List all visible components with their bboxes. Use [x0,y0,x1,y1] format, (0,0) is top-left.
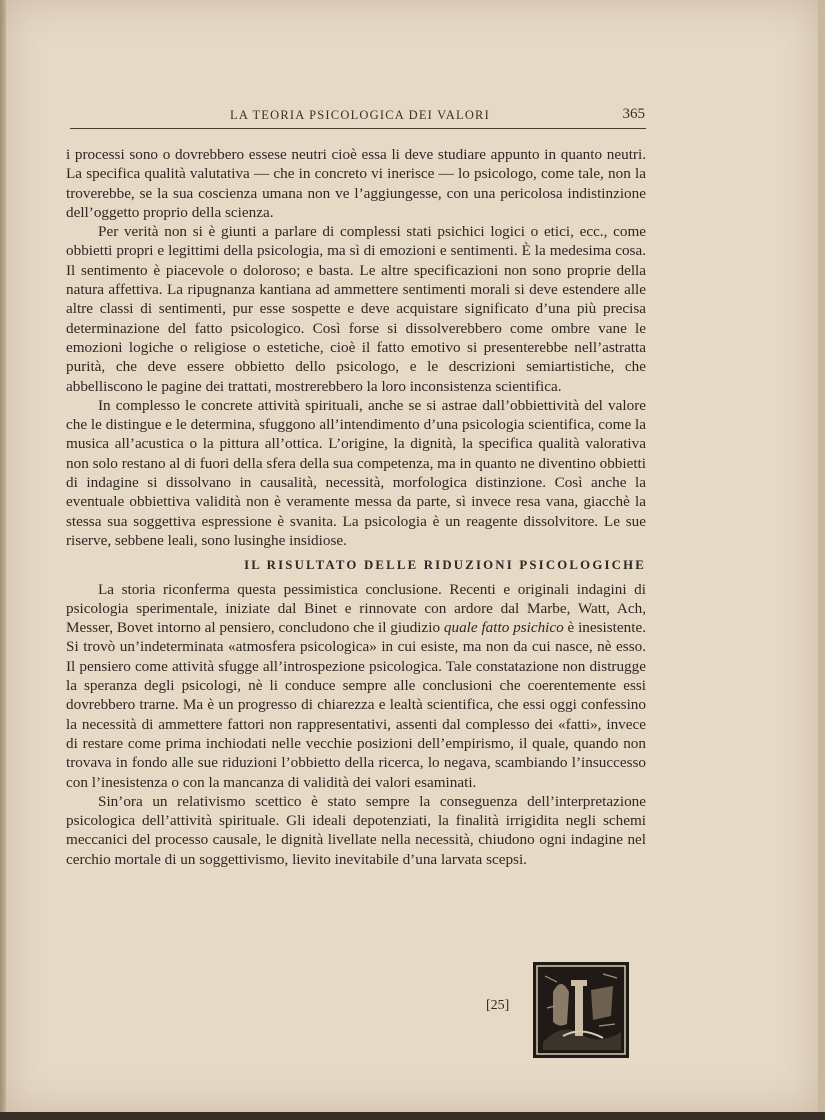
paragraph-4-part-a: La storia riconferma questa pessimistica conclusione. Recenti e originali indagini di psicologia sperimentale, iniziate dal Binet e rinnovate con ardore dal Marbe, Watt, Ach, Messer, Bovet intorno al pensiero, concludono che il giudizio [66,580,646,637]
paragraph-3: In complesso le concrete attività spirituali, anche se si astrae dall’obbiettività del valore che le distingue e le determina, sfuggono all’intendimento d’una psicologia scientifica, come la musica all’acustica o la pittura all’ottica. L’origine, la dignità, la specifica qualità valorativa non solo restano al di fuori della sfera della sua competenza, ma in quanto ne diventino obbietti di indagine si dissolvano in causalità, necessità, morfologica distinzione. Così anche la eventuale obbiettiva validità non è veramente messa da parte, sì invece resa vana, giacchè la stessa sua soggettiva espressione è svanita. La psicologia è un reagente dissolvitore. Le sue riserve, sebbene leali, sono lusinghe insidiose. [66,396,646,549]
folio: [25] [486,998,510,1013]
woodcut-vignette-icon [533,962,629,1058]
paragraph-2: Per verità non si è giunti a parlare di complessi stati psichici logici o etici, ecc., come obbietti propri e legittimi della psicologia, ma sì di emozioni e sentimenti. È la medesima cosa. Il sentimento è piacevole o doloroso; e basta. Le altre specificazioni non sono proprie della natura affettiva. La ripugnanza kantiana ad ammettere sentimenti morali si deve estendere alle altre classi di sentimenti, pur esse sospette e deve acquistare significato d’una più precisa determinazione del fatto psicologico. Così forse si dissolverebbero come ombre vane le emozioni logiche o religiose o estetiche, cioè il fatto emotivo si presenterebbe nell’astratta purità, che deve essere obbietto dello psicologo, e le descrizioni semiartistiche, che abbelliscono le pagine dei trattati, mostrerebbero la loro inconsistenza scientifica. [66,223,646,395]
paragraph-1: i processi sono o dovrebbero essese neutri cioè essa li deve studiare appunto in quanto neutri. La specifica qualità valutativa — che in concreto vi inerisce — lo psicologo, come tale, non la troverebbe, se la sua coscienza umana non ve l’aggiungesse, con una pericolosa indistinzione dell’oggetto proprio della scienza. [66,146,646,221]
paragraph-5: Sin’ora un relativismo scettico è stato sempre la conseguenza dell’interpretazione psicologica dell’attività spirituale. Gli ideali depotenziati, la finalità irrigidita negli schemi meccanici del processo causale, le dignità livellate nella necessità, chiudono ogni indagine nel cerchio mortale di un soggettivismo, lievito inevitabile d’una larvata scepsi. [66,792,646,868]
body-text [66,145,646,869]
running-head-rule [70,128,646,129]
running-head-title: LA TEORIA PSICOLOGICA DEI VALORI [230,108,490,122]
page-number: 365 [622,106,645,122]
page-edge-bottom [0,1112,825,1120]
paragraph-4 [66,580,646,792]
section-title: IL RISULTATO DELLE RIDUZIONI PSICOLOGICHE [244,558,646,573]
paragraph-4-emphasis: quale fatto psichico [443,619,564,637]
paragraph-4-part-b: è inesistente. Si trovò un’indeterminata «atmosfera psicologica» in cui esiste, ma non da cui nasce, nè esso. Il pensiero come attività sfugge all’introspezione psicologica. Tale constatazione non distrugge la speranza degli psicologi, nè li conduce sempre alle conclusioni che coerentemente essi dovrebbero trarne. Ma è un progresso di chiarezza e lealtà scientifica, che essi oggi confessino la necessità di ammettere fattori non rappresentativi, assenti dal complesso dei «fatti», invece di restare come prima inchiodati nelle vecchie posizioni dell’empirismo, il quale, quando non trovava in fondo alle sue riduzioni l’obbietto della ricerca, lo negava, scambiando l’insuccesso con l’inesistenza o con la mancanza di validità dei valori esaminati. [66,619,646,791]
running-head [70,106,645,128]
